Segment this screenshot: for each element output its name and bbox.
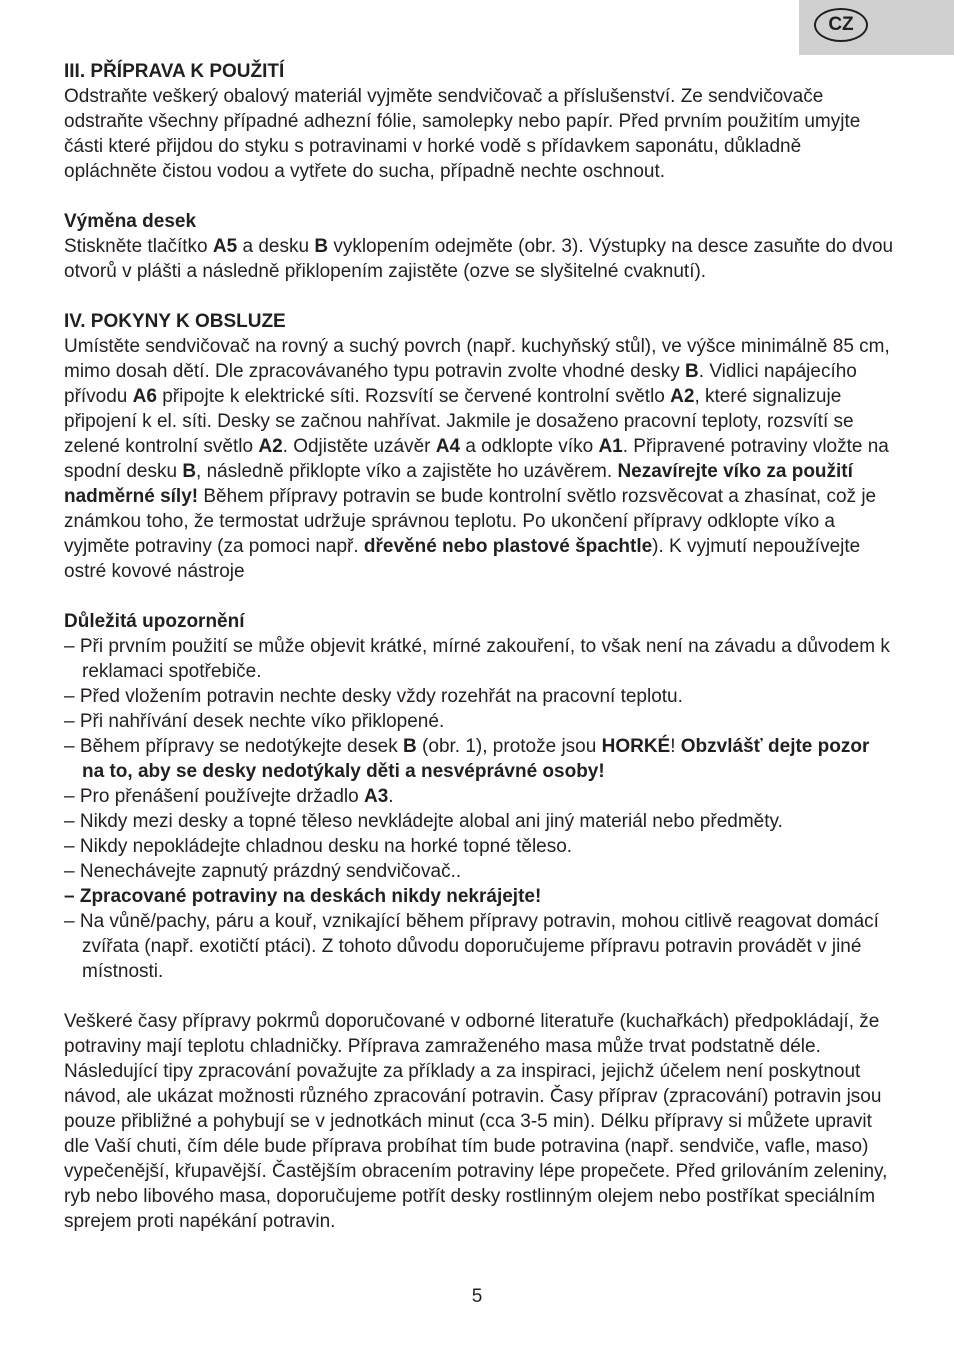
cooking-times-paragraph: Veškeré časy přípravy pokrmů doporučované v odborné literatuře (kuchařkách) předpokládají, že potraviny mají teplotu chladničky. Příprava zamraženého masa může trvat podstatně déle. xyxy=(64,1011,880,1057)
preparation-paragraph: Odstraňte veškerý obalový materiál vyjměte sendvičovač a příslušenství. Ze sendvičovače odstraňte všechny případné adhezní fólie, samolepky nebo papír. Před prvním použitím umyjte části které přijdou do styku s potravinami v horké vodě s přídavkem saponátu, důkladně opláchněte čistou vodou a vytřete do sucha, případně nechte oschnout. xyxy=(64,86,861,182)
section-heading-preparation: III. PŘÍPRAVA K POUŽITÍ xyxy=(64,61,285,82)
page-content xyxy=(64,59,894,1234)
section-heading-operating-instructions: IV. POKYNY K OBSLUZE xyxy=(64,311,286,332)
list-item: – Pro přenášení používejte držadlo A3. xyxy=(64,786,394,807)
operating-instructions-paragraph: Umístěte sendvičovač na rovný a suchý povrch (např. kuchyňský stůl), ve výšce minimálně 85 cm, mimo dosah dětí. Dle zpracovávaného typu potravin zvolte vhodné desky B. Vidlici napájecího přívodu A6 připojte k elektrické síti. Rozsvítí se červené kontrolní světlo A2, které signalizuje připojení k el. síti. Desky se začnou nahřívat. Jakmile je dosaženo pracovní teploty, rozsvítí se zelené kontrolní světlo A2. Odjistěte uzávěr A4 a odklopte víko A1. Připravené potraviny vložte na spodní desku B, následně přiklopte víko a zajistěte ho uzávěrem. Nezavírejte víko za použití nadměrné síly! Během přípravy potravin se bude kontrolní světlo rozsvěcovat a zhasínat, což je známkou toho, že termostat udržuje správnou teplotu. Po ukončení přípravy odklopte víko a vyjměte potraviny (za pomoci např. dřevěné nebo plastové špachtle). K vyjmutí nepoužívejte ostré kovové nástroje xyxy=(64,336,890,582)
page-number: 5 xyxy=(471,1286,483,1307)
list-item: – Na vůně/pachy, páru a kouř, vznikající během přípravy potravin, mohou citlivě reagovat domácí zvířata (např. exotičtí ptáci). Z tohoto důvodu doporučujeme přípravu potravin provádět v jiné místnosti. xyxy=(64,911,879,982)
list-item: – Při nahřívání desek nechte víko přiklopené. xyxy=(64,711,445,732)
section-heading-important-warnings: Důležitá upozornění xyxy=(64,611,245,632)
warnings-list xyxy=(64,634,894,984)
list-item: – Před vložením potravin nechte desky vždy rozehřát na pracovní teplotu. xyxy=(64,686,683,707)
plate-replacement-paragraph: Stiskněte tlačítko A5 a desku B vyklopením odejměte (obr. 3). Výstupky na desce zasuňte do dvou otvorů v plášti a následně přiklopením zajistěte (ozve se slyšitelné cvaknutí). xyxy=(64,236,894,282)
list-item: – Nenechávejte zapnutý prázdný sendvičovač.. xyxy=(64,861,462,882)
list-item: – Nikdy nepokládejte chladnou desku na horké topné těleso. xyxy=(64,836,573,857)
language-tab xyxy=(799,0,954,55)
language-badge: CZ xyxy=(814,8,868,42)
list-item: – Zpracované potraviny na deskách nikdy nekrájejte! xyxy=(64,886,542,907)
list-item: – Nikdy mezi desky a topné těleso nevkládejte alobal ani jiný materiál nebo předměty. xyxy=(64,811,783,832)
list-item: – Během přípravy se nedotýkejte desek B (obr. 1), protože jsou HORKÉ! Obzvlášť dejte pozor na to, aby se desky nedotýkaly děti a nesvéprávné osoby! xyxy=(64,736,870,782)
section-heading-plate-replacement: Výměna desek xyxy=(64,211,197,232)
cooking-tips-paragraph: Následující tipy zpracování považujte za příklady a za inspiraci, jejichž účelem není poskytnout návod, ale ukázat možnosti různého zpracování potravin. Časy příprav (zpracování) potravin jsou pouze přibližné a pohybují se v jednotkách minut (cca 3-5 min). Délku přípravy si můžete upravit dle Vaší chuti, čím déle bude příprava probíhat tím bude potravina (např. sendviče, vafle, maso) vypečenější, křupavější. Častějším obracením potraviny lépe propečete. Před grilováním zeleniny, ryb nebo libového masa, doporučujeme potřít desky rostlinným olejem nebo postříkat speciálním sprejem proti napékání potravin. xyxy=(64,1061,888,1232)
list-item: – Při prvním použití se může objevit krátké, mírné zakouření, to však není na závadu a důvodem k reklamaci spotřebiče. xyxy=(64,636,890,682)
